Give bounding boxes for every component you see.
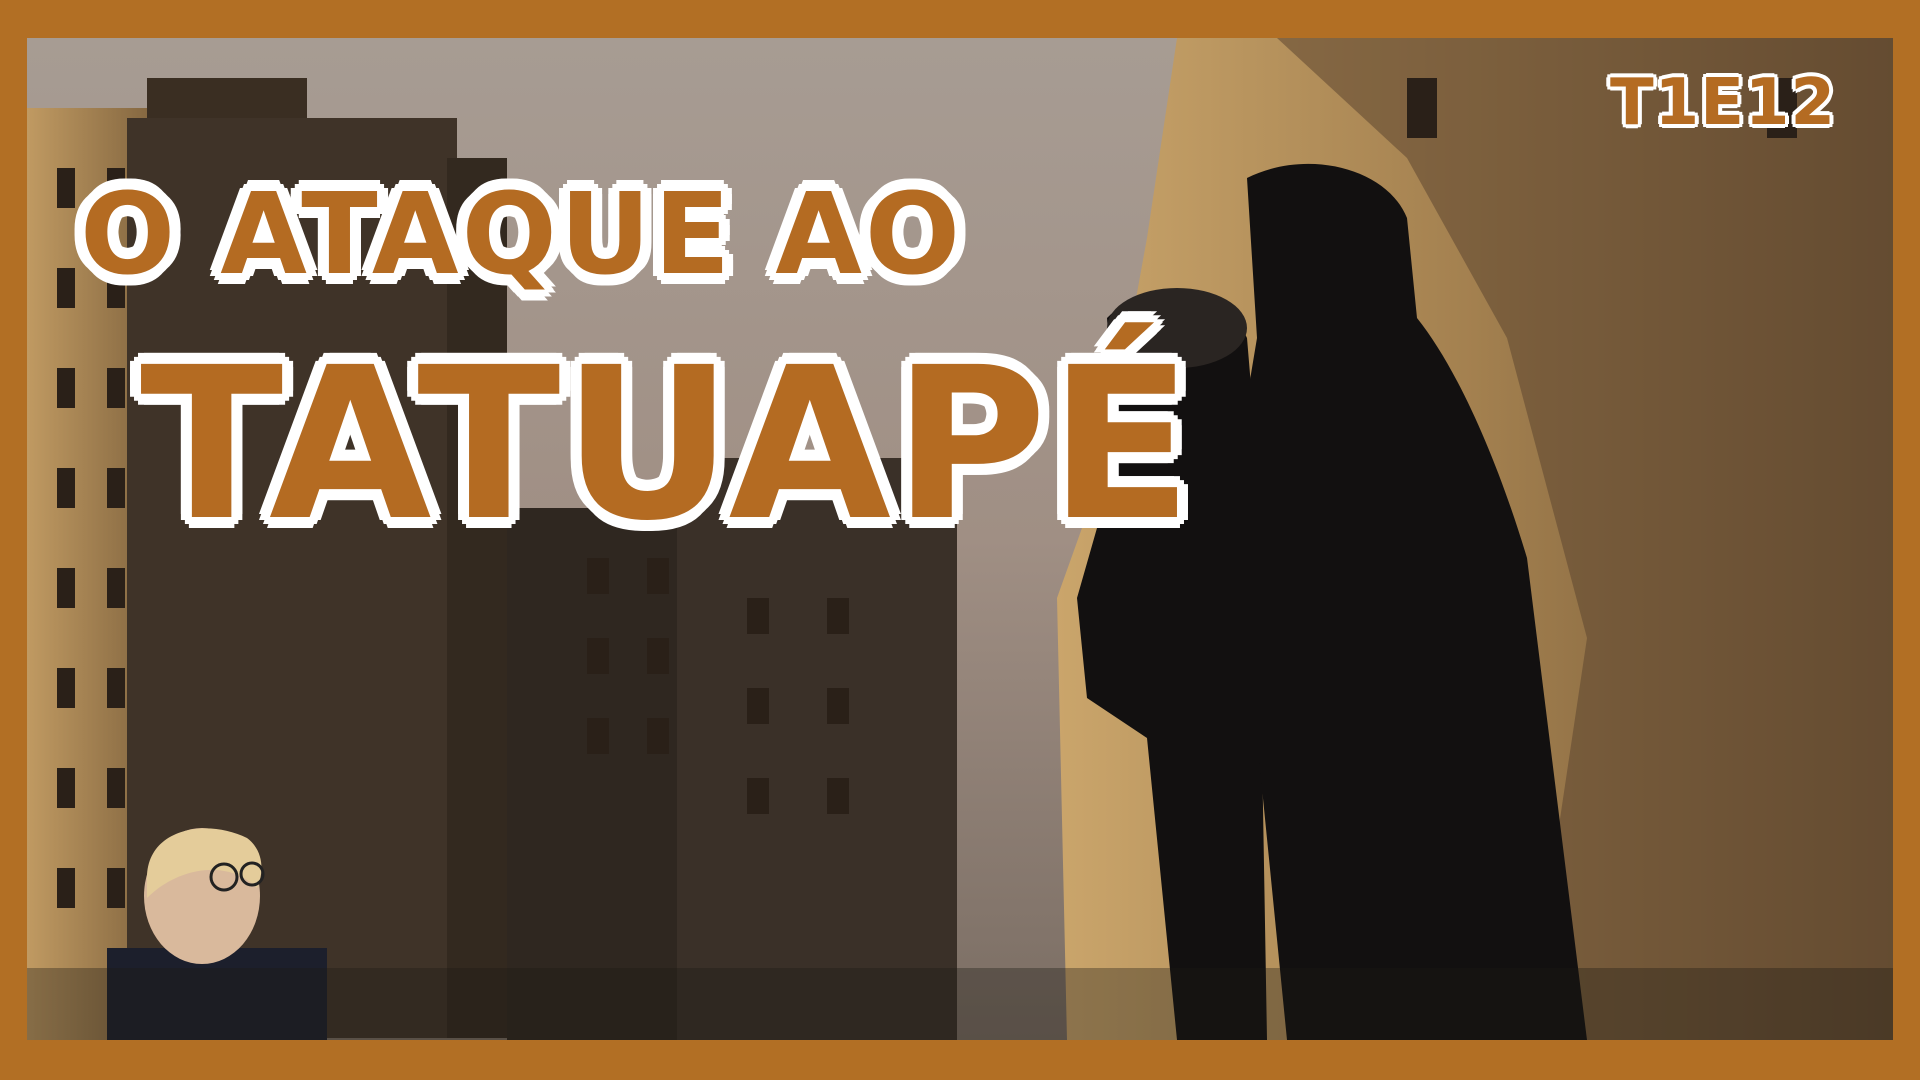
episode-label: T1E12 — [1610, 66, 1836, 140]
title-line-2: TATUAPÉ — [140, 322, 1195, 567]
title-line-1: O ATAQUE AO — [80, 170, 964, 300]
